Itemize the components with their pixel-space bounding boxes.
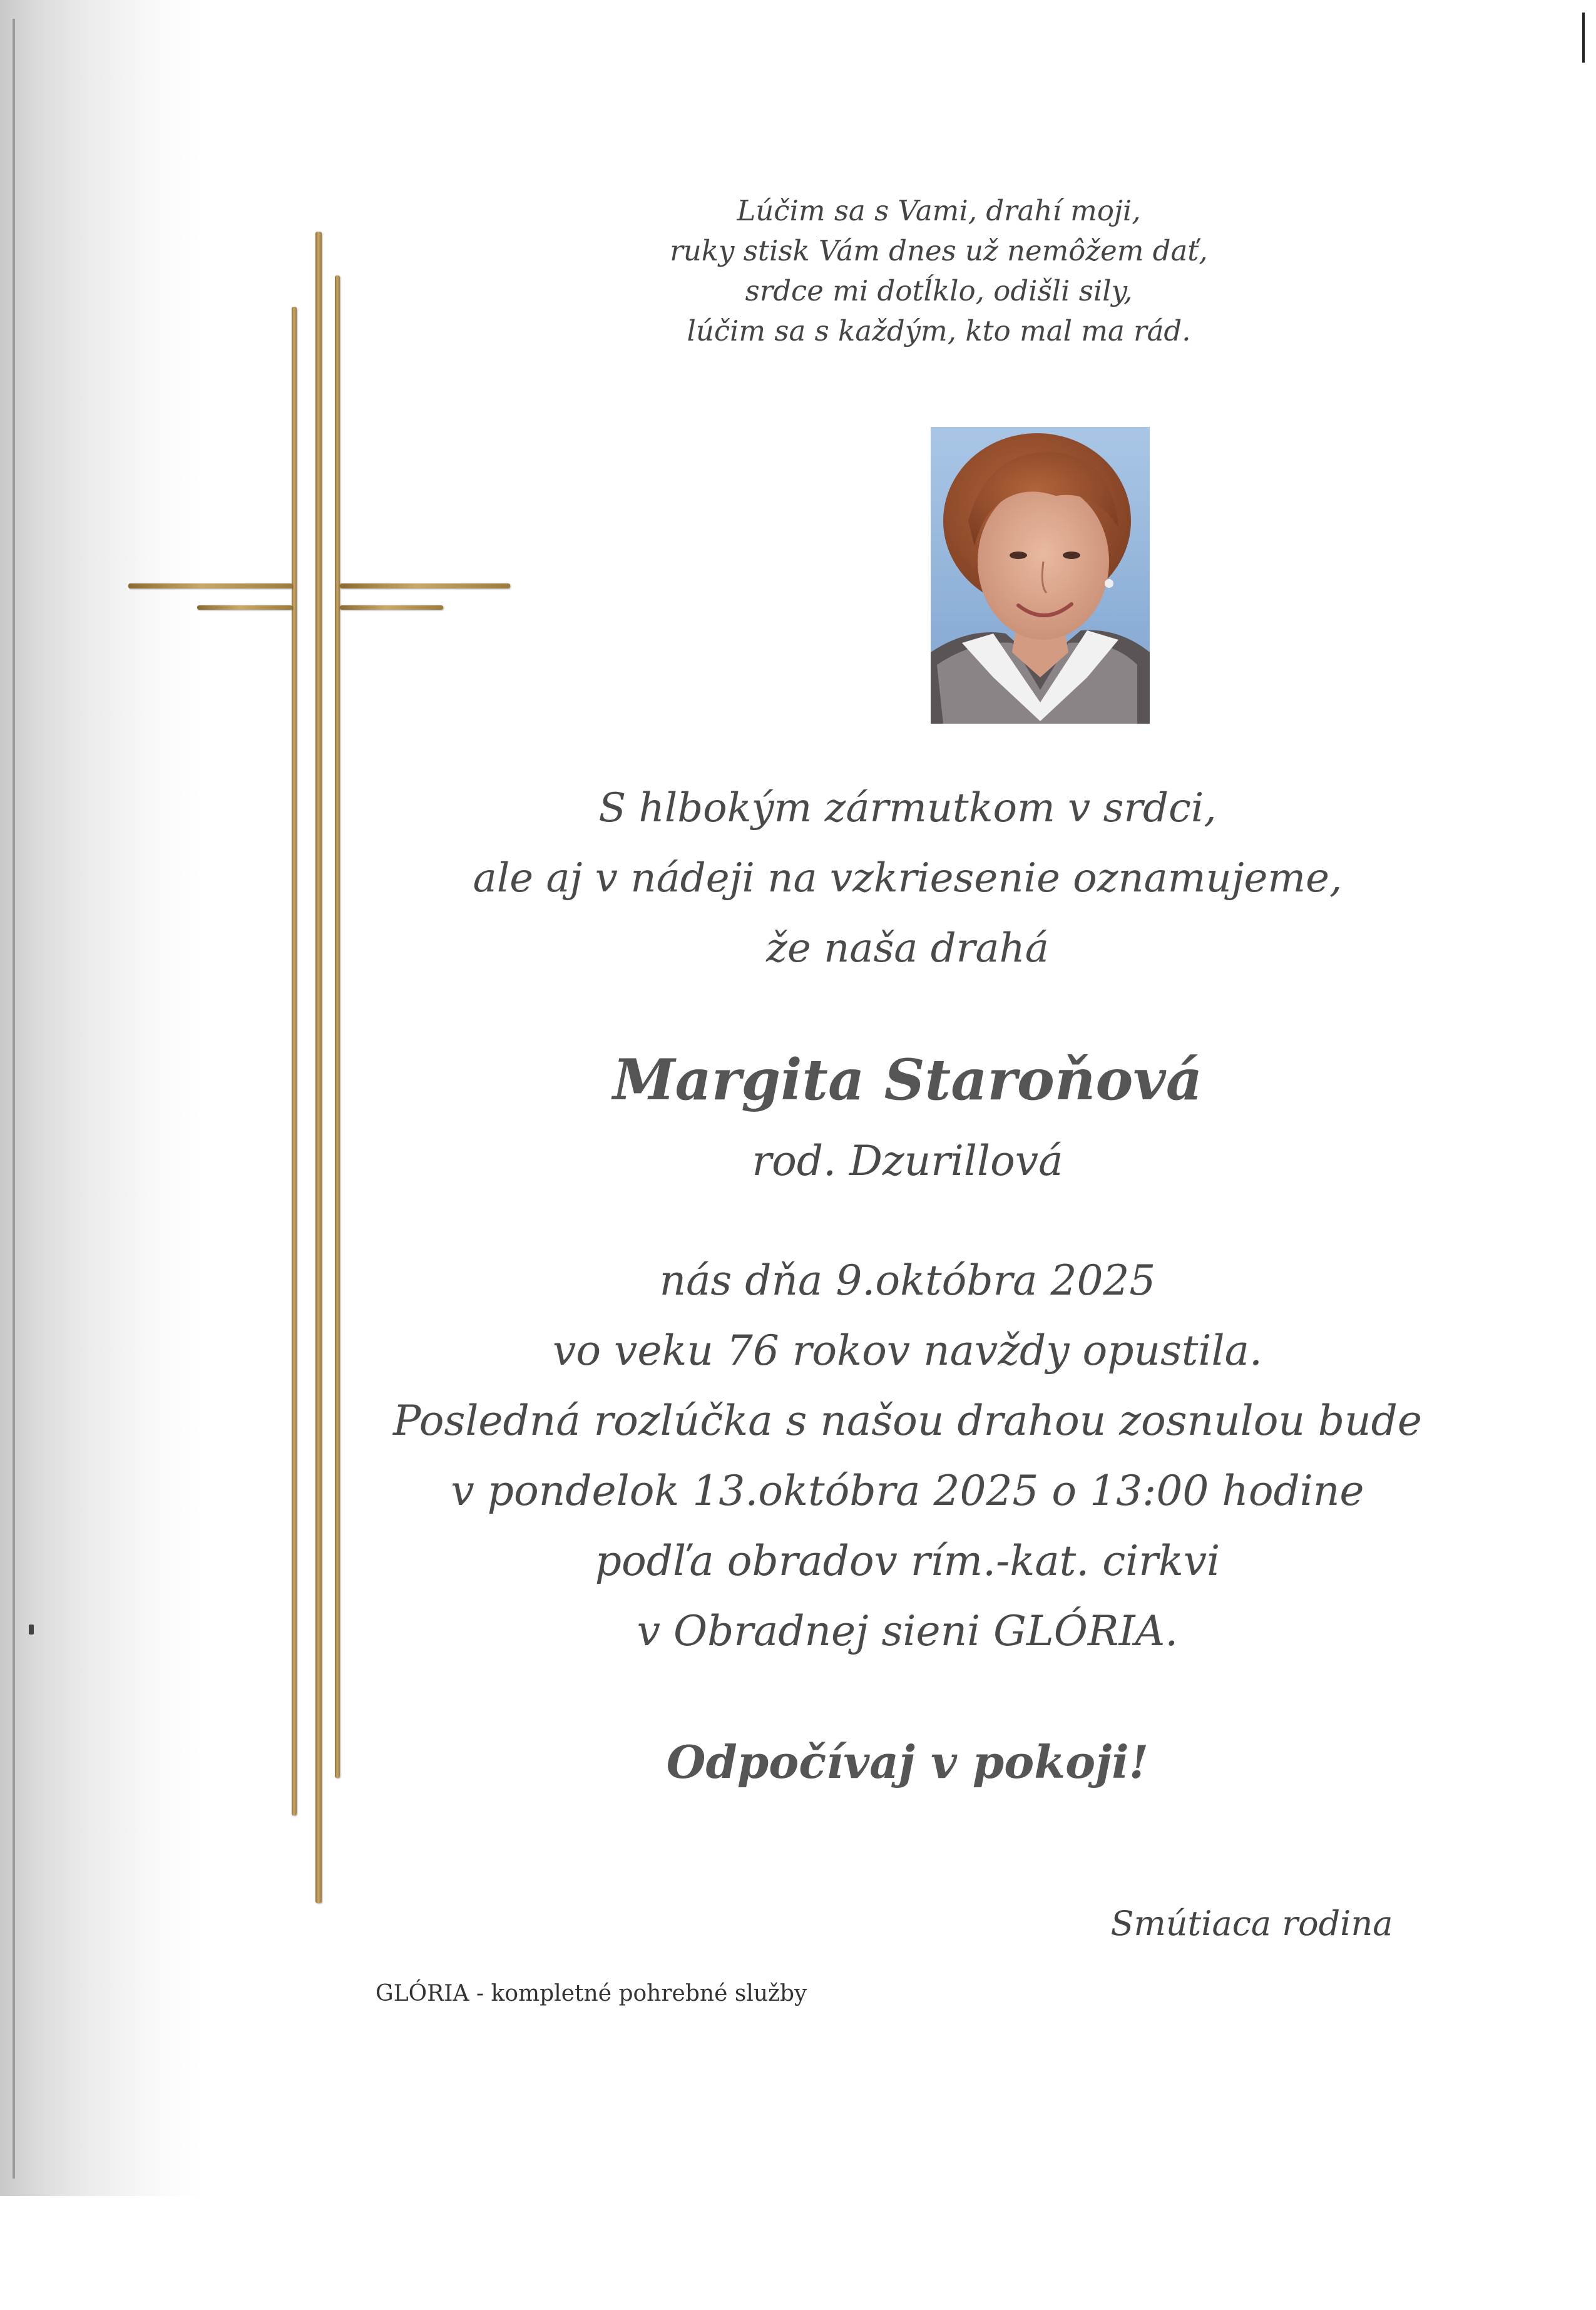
scan-edge-mark <box>1582 13 1585 63</box>
detail-line: vo veku 76 rokov navždy opustila. <box>553 1327 1262 1375</box>
verse-line: srdce mi dotĺklo, odišli sily, <box>745 274 1133 307</box>
portrait-image <box>931 427 1150 724</box>
announcement-intro <box>376 773 1440 983</box>
scan-edge-line <box>13 19 15 2179</box>
detail-line: Posledná rozlúčka s našou drahou zosnulou bude <box>392 1397 1422 1445</box>
cross-horizontal-bar-lower-left <box>197 605 292 610</box>
funeral-details <box>350 1246 1465 1666</box>
maiden-name: rod. Dzurillová <box>752 1137 1063 1185</box>
cross-horizontal-bar-lower-right <box>340 605 443 610</box>
deceased-name: Margita Staroňová <box>612 1047 1203 1113</box>
intro-line: že naša drahá <box>766 925 1049 972</box>
cross-vertical-bar-left <box>292 307 297 1815</box>
cross-horizontal-bar-upper-left <box>128 583 292 588</box>
verse-line: ruky stisk Vám dnes už nemôžem dať, <box>670 234 1208 267</box>
rest-in-peace: Odpočívaj v pokoji! <box>666 1735 1149 1789</box>
farewell-verse <box>626 191 1252 351</box>
funeral-service-credit: GLÓRIA - kompletné pohrebné služby <box>376 1981 807 2006</box>
detail-line: nás dňa 9.októbra 2025 <box>659 1256 1156 1305</box>
verse-line: Lúčim sa s Vami, drahí moji, <box>737 194 1141 227</box>
detail-line: v Obradnej sieni GLÓRIA. <box>637 1607 1179 1655</box>
cross-vertical-bar-main <box>315 232 322 1903</box>
cross-horizontal-bar-upper-right <box>340 583 510 588</box>
detail-line: v pondelok 13.októbra 2025 o 13:00 hodine <box>451 1467 1364 1515</box>
detail-line: podľa obradov rím.-kat. cirkvi <box>595 1537 1220 1585</box>
cross-vertical-bar-right <box>335 275 340 1778</box>
intro-line: S hlbokým zármutkom v srdci, <box>598 785 1217 831</box>
scan-speck <box>29 1625 34 1635</box>
portrait-photo <box>931 427 1150 724</box>
verse-line: lúčim sa s každým, kto mal ma rád. <box>687 314 1191 347</box>
family-signature: Smútiaca rodina <box>1110 1904 1393 1943</box>
intro-line: ale aj v nádeji na vzkriesenie oznamujeme, <box>473 855 1343 901</box>
